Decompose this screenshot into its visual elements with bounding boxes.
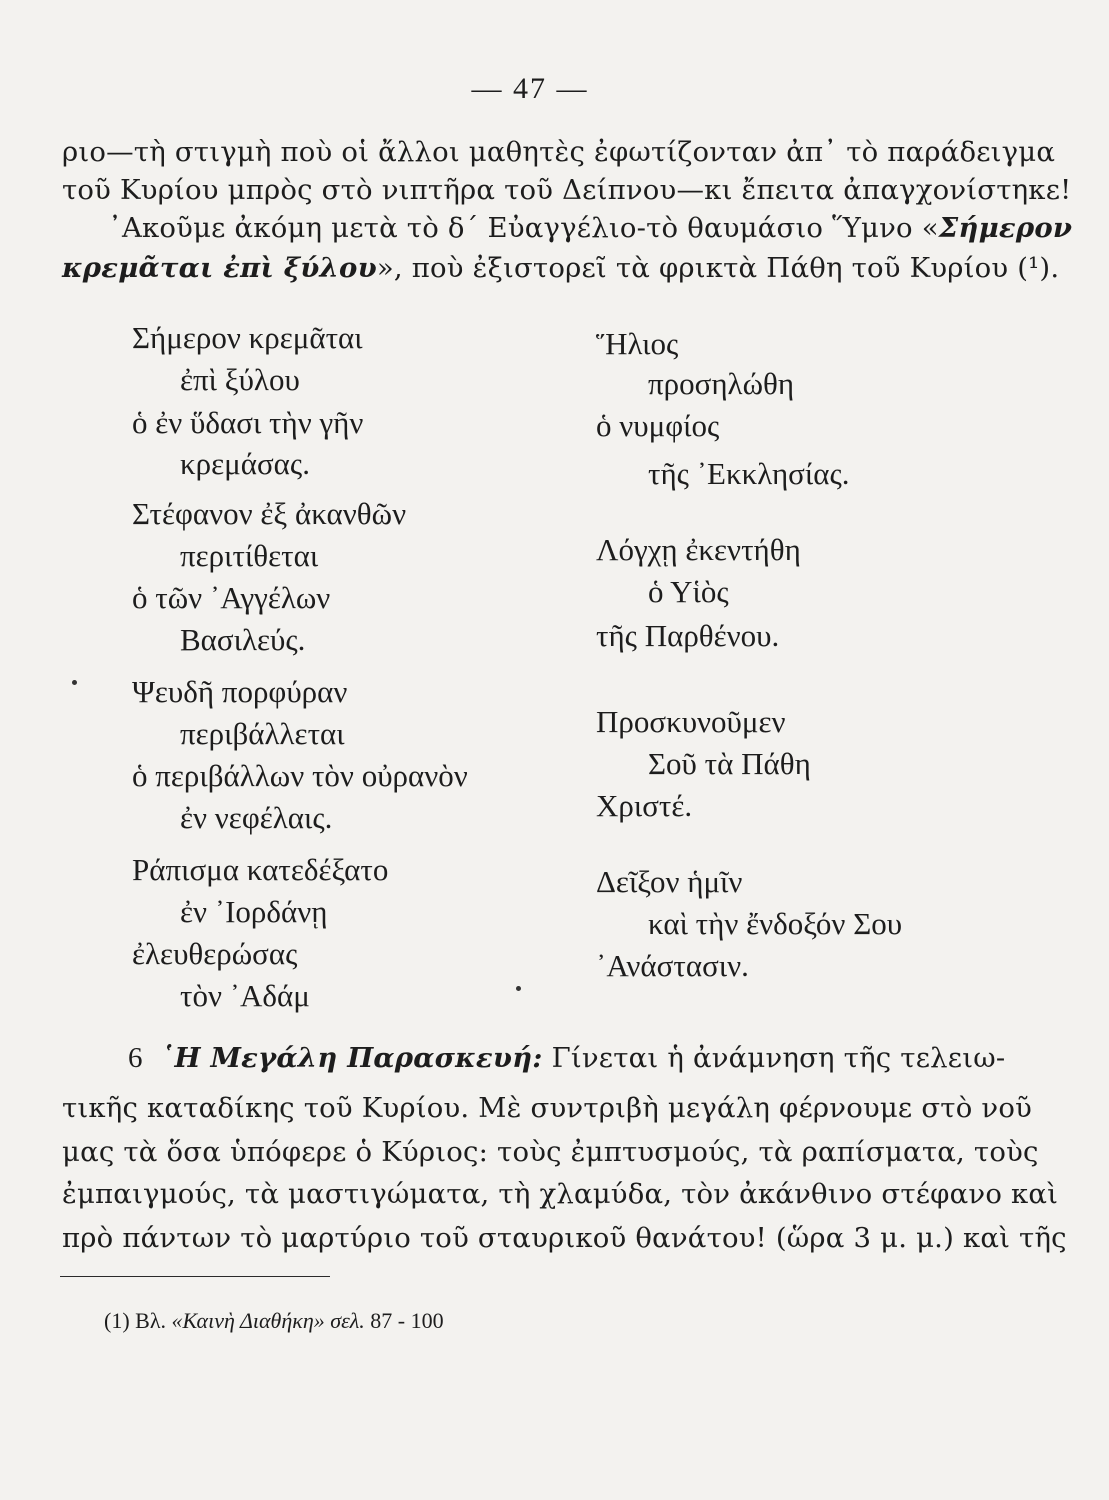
- hymn-title-part2: κρεμᾶται ἐπὶ ξύλου: [62, 252, 377, 284]
- hymn-left-15: ἐλευθερώσας: [132, 936, 298, 971]
- hymn-left-2: ἐπὶ ξύλου: [180, 362, 300, 397]
- section-line-2: τικῆς καταδίκης τοῦ Κυρίου. Μὲ συντριβὴ μεγάλη φέρνουμε στὸ νοῦ: [62, 1092, 1032, 1124]
- margin-dot: [72, 680, 77, 685]
- hymn-right-8: Προσκυνοῦμεν: [596, 704, 786, 739]
- hymn-right-9: Σοῦ τὰ Πάθη: [648, 746, 811, 781]
- hymn-left-13: Ράπισμα κατεδέξατο: [132, 852, 389, 887]
- hymn-left-5: Στέφανον ἐξ ἀκανθῶν: [132, 496, 407, 531]
- footnote: [104, 1308, 444, 1334]
- hymn-right-1: Ἥλιος: [596, 326, 679, 361]
- hymn-left-7: ὁ τῶν ᾽Αγγέλων: [132, 580, 331, 615]
- hymn-left-3: ὁ ἐν ὕδασι τὴν γῆν: [132, 405, 364, 440]
- section-line-5: πρὸ πάντων τὸ μαρτύριο τοῦ σταυρικοῦ θανάτου! (ὥρα 3 μ. μ.) καὶ τῆς: [62, 1222, 1067, 1254]
- hymn-right-7: τῆς Παρθένου.: [596, 618, 780, 653]
- intro-line-2: τοῦ Κυρίου μπρὸς στὸ νιπτῆρα τοῦ Δείπνου—κι ἔπειτα ἀπαγχονίστηκε!: [62, 174, 1072, 206]
- hymn-left-9: Ψευδῆ πορφύραν: [132, 674, 348, 709]
- hymn-right-6: ὁ Υἱὸς: [648, 574, 729, 609]
- hymn-right-4: τῆς ᾽Εκκλησίας.: [648, 456, 850, 491]
- hymn-left-10: περιβάλλεται: [180, 716, 345, 751]
- intro-line-4: [62, 252, 1059, 284]
- margin-dot: [516, 986, 521, 991]
- page-number: — 47 —: [471, 72, 589, 105]
- hymn-left-12: ἐν νεφέλαις.: [180, 800, 333, 835]
- hymn-right-2: προσηλώθη: [648, 366, 795, 401]
- hymn-right-3: ὁ νυμφίος: [596, 408, 720, 443]
- section-line-4: ἐμπαιγμούς, τὰ μαστιγώματα, τὴ χλαμύδα, τὸν ἀκάνθινο στέφανο καὶ: [62, 1178, 1059, 1210]
- hymn-left-1: Σήμερον κρεμᾶται: [132, 320, 363, 355]
- intro-line-1: ριο—τὴ στιγμὴ ποὺ οἱ ἄλλοι μαθητὲς ἐφωτίζονταν ἀπ᾽ τὸ παράδειγμα: [62, 136, 1056, 168]
- intro-line-4-rest: », ποὺ ἐξιστορεῖ τὰ φρικτὰ Πάθη τοῦ Κυρίου (¹).: [376, 252, 1060, 284]
- footnote-prefix: (1) Βλ.: [104, 1308, 166, 1333]
- intro-line-3: [108, 212, 1072, 244]
- hymn-left-11: ὁ περιβάλλων τὸν οὐρανὸν: [132, 758, 468, 793]
- hymn-left-4: κρεμάσας.: [180, 446, 310, 481]
- section-line-3: μας τὰ ὅσα ὑπόφερε ὁ Κύριος: τοὺς ἐμπτυσμούς, τὰ ραπίσματα, τοὺς: [62, 1136, 1039, 1168]
- footnote-title: «Καινὴ Διαθήκη» σελ.: [171, 1308, 365, 1333]
- intro-line-3-text: ᾽Ακοῦμε ἀκόμη μετὰ τὸ δ΄ Εὐαγγέλιο-τὸ θαυμάσιο Ὕμνο «: [108, 212, 939, 244]
- hymn-right-10: Χριστέ.: [596, 788, 693, 823]
- section-number: 6: [128, 1042, 143, 1074]
- section-line-1: [128, 1042, 1005, 1075]
- hymn-left-16: τὸν ᾽Αδάμ: [180, 978, 310, 1013]
- footnote-rule: [60, 1276, 330, 1277]
- section-line-1-rest: Γίνεται ἡ ἀνάμνηση τῆς τελειω-: [551, 1042, 1006, 1074]
- hymn-left-6: περιτίθεται: [180, 538, 319, 573]
- hymn-right-13: ᾽Ανάστασιν.: [596, 948, 749, 983]
- hymn-right-5: Λόγχῃ ἐκεντήθη: [596, 532, 801, 567]
- hymn-left-14: ἐν ᾽Ιορδάνῃ: [180, 894, 328, 929]
- hymn-right-11: Δεῖξον ἡμῖν: [596, 864, 743, 899]
- section-title: ῾Η Μεγάλη Παρασκευή:: [160, 1042, 543, 1074]
- footnote-pages: 87 - 100: [370, 1308, 444, 1333]
- hymn-title-part1: Σήμερον: [938, 212, 1073, 244]
- hymn-left-8: Βασιλεύς.: [180, 622, 306, 657]
- hymn-right-12: καὶ τὴν ἔνδοξόν Σου: [648, 906, 903, 941]
